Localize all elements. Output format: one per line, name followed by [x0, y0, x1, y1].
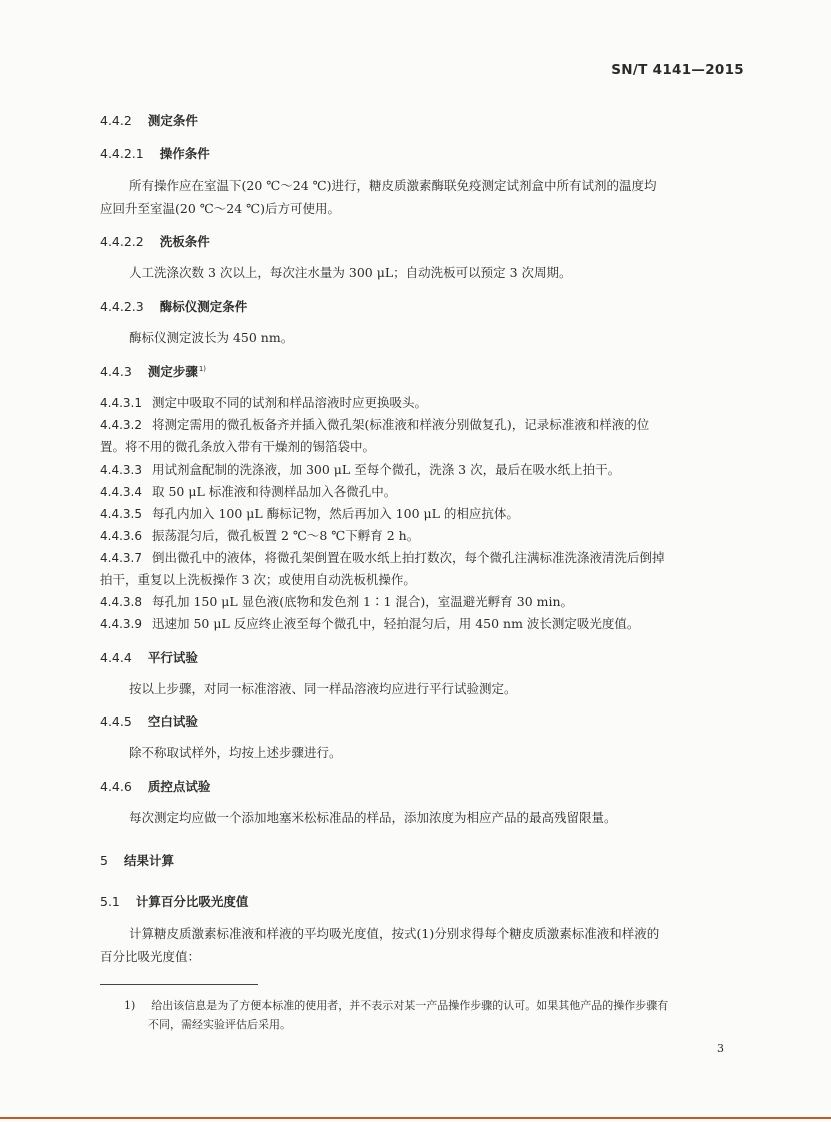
- heading-5-1: 5.1 计算百分比吸光度值: [100, 894, 249, 909]
- footnote-reference: 1): [198, 364, 207, 373]
- heading-4-4-2-2: 4.4.2.2 洗板条件: [100, 234, 210, 249]
- step-4-4-3-4: 4.4.3.4 取 50 μL 标准液和待测样品加入各微孔中。: [100, 484, 397, 499]
- footnote-mark: 1): [124, 999, 136, 1012]
- step-4-4-3-9: 4.4.3.9 迅速加 50 μL 反应终止液至每个微孔中，轻拍混匀后，用 450 nm 波长测定吸光度值。: [100, 616, 640, 631]
- paragraph-blank-test: 除不称取试样外，均按上述步骤进行。: [129, 745, 342, 760]
- step-4-4-3-7: 4.4.3.7 倒出微孔中的液体，将微孔架倒置在吸水纸上拍打数次，每个微孔注满标准洗涤液清洗后倒掉 拍干，重复以上洗板操作 3 次；或使用自动洗板机操作。: [100, 550, 665, 587]
- footnote-text-line2: 不同，需经实验评估后采用。: [148, 1018, 291, 1031]
- step-4-4-3-8: 4.4.3.8 每孔加 150 μL 显色液(底物和发色剂 1∶1 混合)，室温避光孵育 30 min。: [100, 594, 574, 609]
- paragraph-reader-conditions: 酶标仪测定波长为 450 nm。: [129, 330, 294, 345]
- heading-4-4-3: 4.4.3 测定步骤$^{1)}$: [100, 364, 207, 379]
- step-4-4-3-2: 4.4.3.2 将测定需用的微孔板备齐并插入微孔架(标准液和样液分别做复孔)，记录标准液和样液的位 置。将不用的微孔条放入带有干燥剂的锡箔袋中。: [100, 417, 650, 454]
- heading-4-4-2: 4.4.2 测定条件: [100, 113, 198, 128]
- paragraph-calc-line2: 百分比吸光度值：: [100, 949, 201, 964]
- paragraph-qc-test: 每次测定均应做一个添加地塞米松标准品的样品，添加浓度为相应产品的最高残留限量。: [129, 810, 617, 825]
- step-4-4-3-6: 4.4.3.6 振荡混匀后，微孔板置 2 ℃～8 ℃下孵育 2 h。: [100, 528, 420, 543]
- footnote-separator: [100, 984, 258, 985]
- heading-5: 5 结果计算: [100, 853, 174, 868]
- step-4-4-3-1: 4.4.3.1 测定中吸取不同的试剂和样品溶液时应更换吸头。: [100, 395, 427, 410]
- heading-4-4-5: 4.4.5 空白试验: [100, 714, 198, 729]
- paragraph-calc-line1: 计算糖皮质激素标准液和样液的平均吸光度值，按式(1)分别求得每个糖皮质激素标准液和样液的: [129, 926, 660, 941]
- footnote-text-line1: 给出该信息是为了方便本标准的使用者，并不表示对某一产品操作步骤的认可。如果其他产品的操作步骤有: [151, 999, 669, 1012]
- footnote: [124, 996, 754, 1034]
- paragraph-washing-conditions: 人工洗涤次数 3 次以上，每次注水量为 300 μL；自动洗板可以预定 3 次周期。: [129, 265, 572, 280]
- paragraph-parallel-test: 按以上步骤，对同一标准溶液、同一样品溶液均应进行平行试验测定。: [129, 681, 517, 696]
- standard-code: SN/T 4141—2015: [611, 62, 744, 78]
- heading-4-4-2-1: 4.4.2.1 操作条件: [100, 146, 210, 161]
- step-4-4-3-3: 4.4.3.3 用试剂盒配制的洗涤液，加 300 μL 至每个微孔，洗涤 3 次，最后在吸水纸上拍干。: [100, 462, 621, 477]
- page-number: 3: [717, 1042, 724, 1055]
- heading-4-4-2-3: 4.4.2.3 酶标仪测定条件: [100, 299, 248, 314]
- heading-4-4-6: 4.4.6 质控点试验: [100, 779, 211, 794]
- heading-4-4-4: 4.4.4 平行试验: [100, 650, 198, 665]
- paragraph-operating-conditions-line1: 所有操作应在室温下(20 ℃～24 ℃)进行，糖皮质激素酶联免疫测定试剂盒中所有试剂的温度均: [129, 178, 657, 193]
- paragraph-operating-conditions-line2: 应回升至室温(20 ℃～24 ℃)后方可使用。: [100, 201, 340, 216]
- scan-edge-line: [0, 1117, 831, 1119]
- step-4-4-3-5: 4.4.3.5 每孔内加入 100 μL 酶标记物，然后再加入 100 μL 的相应抗体。: [100, 506, 519, 521]
